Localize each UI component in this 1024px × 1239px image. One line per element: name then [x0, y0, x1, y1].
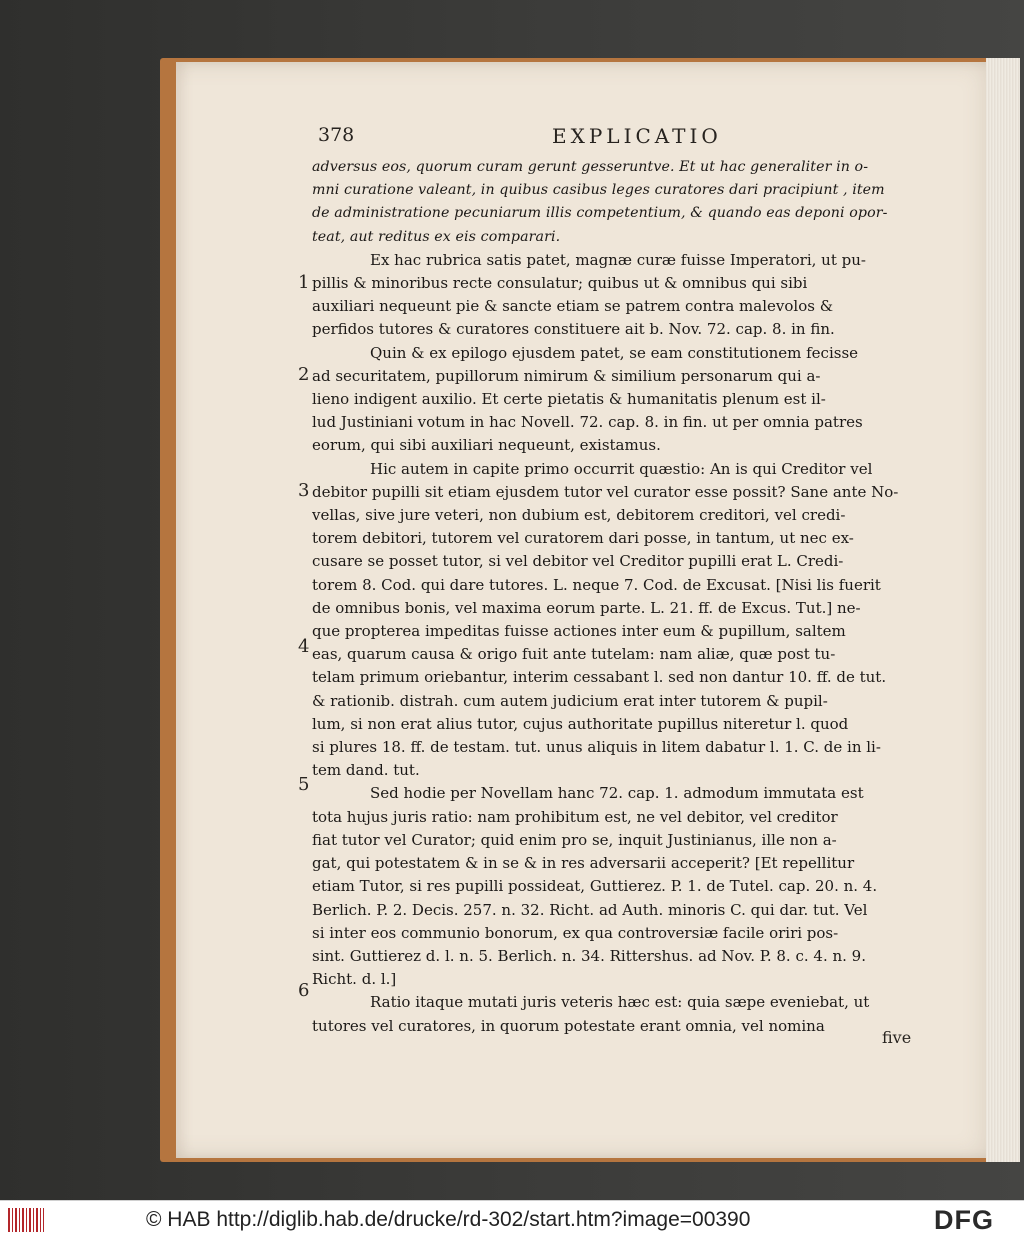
paragraph: [312, 458, 924, 783]
text-line: lieno indigent auxilio. Et certe pietatis & humanitatis plenum est il-: [312, 390, 826, 409]
text-line: Quin & ex epilogo ejusdem patet, se eam constitutionem fecisse: [370, 343, 859, 362]
text-line: pillis & minoribus recte consulatur; quibus ut & omnibus qui sibi: [312, 274, 808, 293]
text-line: ad securitatem, pupillorum nimirum & similium personarum qui a-: [312, 366, 821, 385]
margin-note: 4: [298, 636, 310, 657]
text-line: Berlich. P. 2. Decis. 257. n. 32. Richt. ad Auth. minoris C. qui dar. tut. Vel: [312, 900, 868, 919]
hab-logo-icon: [8, 1208, 44, 1232]
text-line: debitor pupilli sit etiam ejusdem tutor vel curator esse possit? Sane ante No-: [312, 482, 899, 501]
text-line: tutores vel curatores, in quorum potestate erant omnia, vel nomina: [312, 1016, 825, 1035]
text-line: Hic autem in capite primo occurrit quæstio: An is qui Creditor vel: [370, 459, 873, 478]
paragraph: [312, 342, 924, 458]
text-line: Sed hodie per Novellam hanc 72. cap. 1. admodum immutata est: [370, 784, 864, 803]
paragraph: [312, 156, 924, 249]
text-line: auxiliari nequeunt pie & sancte etiam se patrem contra malevolos &: [312, 297, 834, 316]
running-title: EXPLICATIO: [552, 124, 722, 148]
text-line: tota hujus juris ratio: nam prohibitum est, ne vel debitor, vel creditor: [312, 807, 838, 826]
page-stack-edge: [986, 58, 1020, 1162]
text-line: cusare se posset tutor, si vel debitor vel Creditor pupilli erat L. Credi-: [312, 552, 844, 571]
source-link[interactable]: © HAB http://diglib.hab.de/drucke/rd-302/start.htm?image=00390: [146, 1208, 751, 1231]
margin-note: 3: [298, 480, 310, 501]
dfg-logo: DFG: [934, 1205, 994, 1235]
text-line: si plures 18. ff. de testam. tut. unus aliquis in litem dabatur l. 1. C. de in li-: [312, 738, 881, 757]
page-text-block: [312, 122, 924, 1038]
page-header: [312, 122, 924, 156]
text-line: de omnibus bonis, vel maxima eorum parte. L. 21. ff. de Excus. Tut.] ne-: [312, 598, 861, 617]
text-line: Ratio itaque mutati juris veteris hæc est: quia sæpe eveniebat, ut: [370, 993, 870, 1012]
body-text: [312, 156, 924, 1038]
text-line: de administratione pecuniarum illis competentium, & quando eas deponi opor-: [312, 205, 888, 222]
text-line: si inter eos communio bonorum, ex qua controversiæ facile oriri pos-: [312, 923, 839, 942]
paragraph: [312, 991, 924, 1037]
text-line: lum, si non erat alius tutor, cujus authoritate pupillus niteretur l. quod: [312, 714, 849, 733]
text-line: Richt. d. l.]: [312, 970, 397, 989]
text-line: torem 8. Cod. qui dare tutores. L. neque 7. Cod. de Excusat. [Nisi lis fuerit: [312, 575, 881, 594]
text-line: torem debitori, tutorem vel curatorem dari posse, in tantum, ut nec ex-: [312, 529, 854, 548]
margin-note: 1: [298, 272, 310, 293]
text-line: telam primum oriebantur, interim cessabant l. sed non dantur 10. ff. de tut.: [312, 668, 887, 687]
paragraph: [312, 249, 924, 342]
text-line: perfidos tutores & curatores constituere ait b. Nov. 72. cap. 8. in fin.: [312, 320, 835, 339]
margin-note: 6: [298, 980, 310, 1001]
viewer-footer: [0, 1200, 1024, 1239]
text-line: eorum, qui sibi auxiliari nequeunt, existamus.: [312, 436, 661, 455]
page-number: 378: [318, 124, 355, 146]
catchword: five: [882, 1028, 912, 1047]
text-line: etiam Tutor, si res pupilli possideat, Guttierez. P. 1. de Tutel. cap. 20. n. 4.: [312, 877, 878, 896]
text-line: fiat tutor vel Curator; quid enim pro se, inquit Justinianus, ille non a-: [312, 830, 837, 849]
text-line: lud Justiniani votum in hac Novell. 72. cap. 8. in fin. ut per omnia patres: [312, 413, 863, 432]
text-line: mni curatione valeant, in quibus casibus leges curatores dari pracipiunt , item: [312, 182, 885, 199]
text-line: gat, qui potestatem & in se & in res adversarii acceperit? [Et repellitur: [312, 854, 855, 873]
text-line: que propterea impeditas fuisse actiones inter eum & pupillum, saltem: [312, 622, 846, 641]
text-line: sint. Guttierez d. l. n. 5. Berlich. n. 34. Rittershus. ad Nov. P. 8. c. 4. n. 9.: [312, 946, 866, 965]
paragraph: [312, 782, 924, 991]
text-line: & rationib. distrah. cum autem judicium erat inter tutorem & pupil-: [312, 691, 828, 710]
text-line: vellas, sive jure veteri, non dubium est, debitorem creditori, vel credi-: [312, 506, 846, 525]
text-line: adversus eos, quorum curam gerunt gesseruntve. Et ut hac generaliter in o-: [312, 159, 869, 175]
text-line: teat, aut reditus ex eis comparari.: [312, 228, 561, 245]
margin-note: 5: [298, 774, 310, 795]
text-line: tem dand. tut.: [312, 761, 420, 780]
text-line: eas, quarum causa & origo fuit ante tutelam: nam aliæ, quæ post tu-: [312, 645, 836, 664]
text-line: Ex hac rubrica satis patet, magnæ curæ fuisse Imperatori, ut pu-: [370, 250, 866, 269]
margin-note: 2: [298, 364, 310, 385]
